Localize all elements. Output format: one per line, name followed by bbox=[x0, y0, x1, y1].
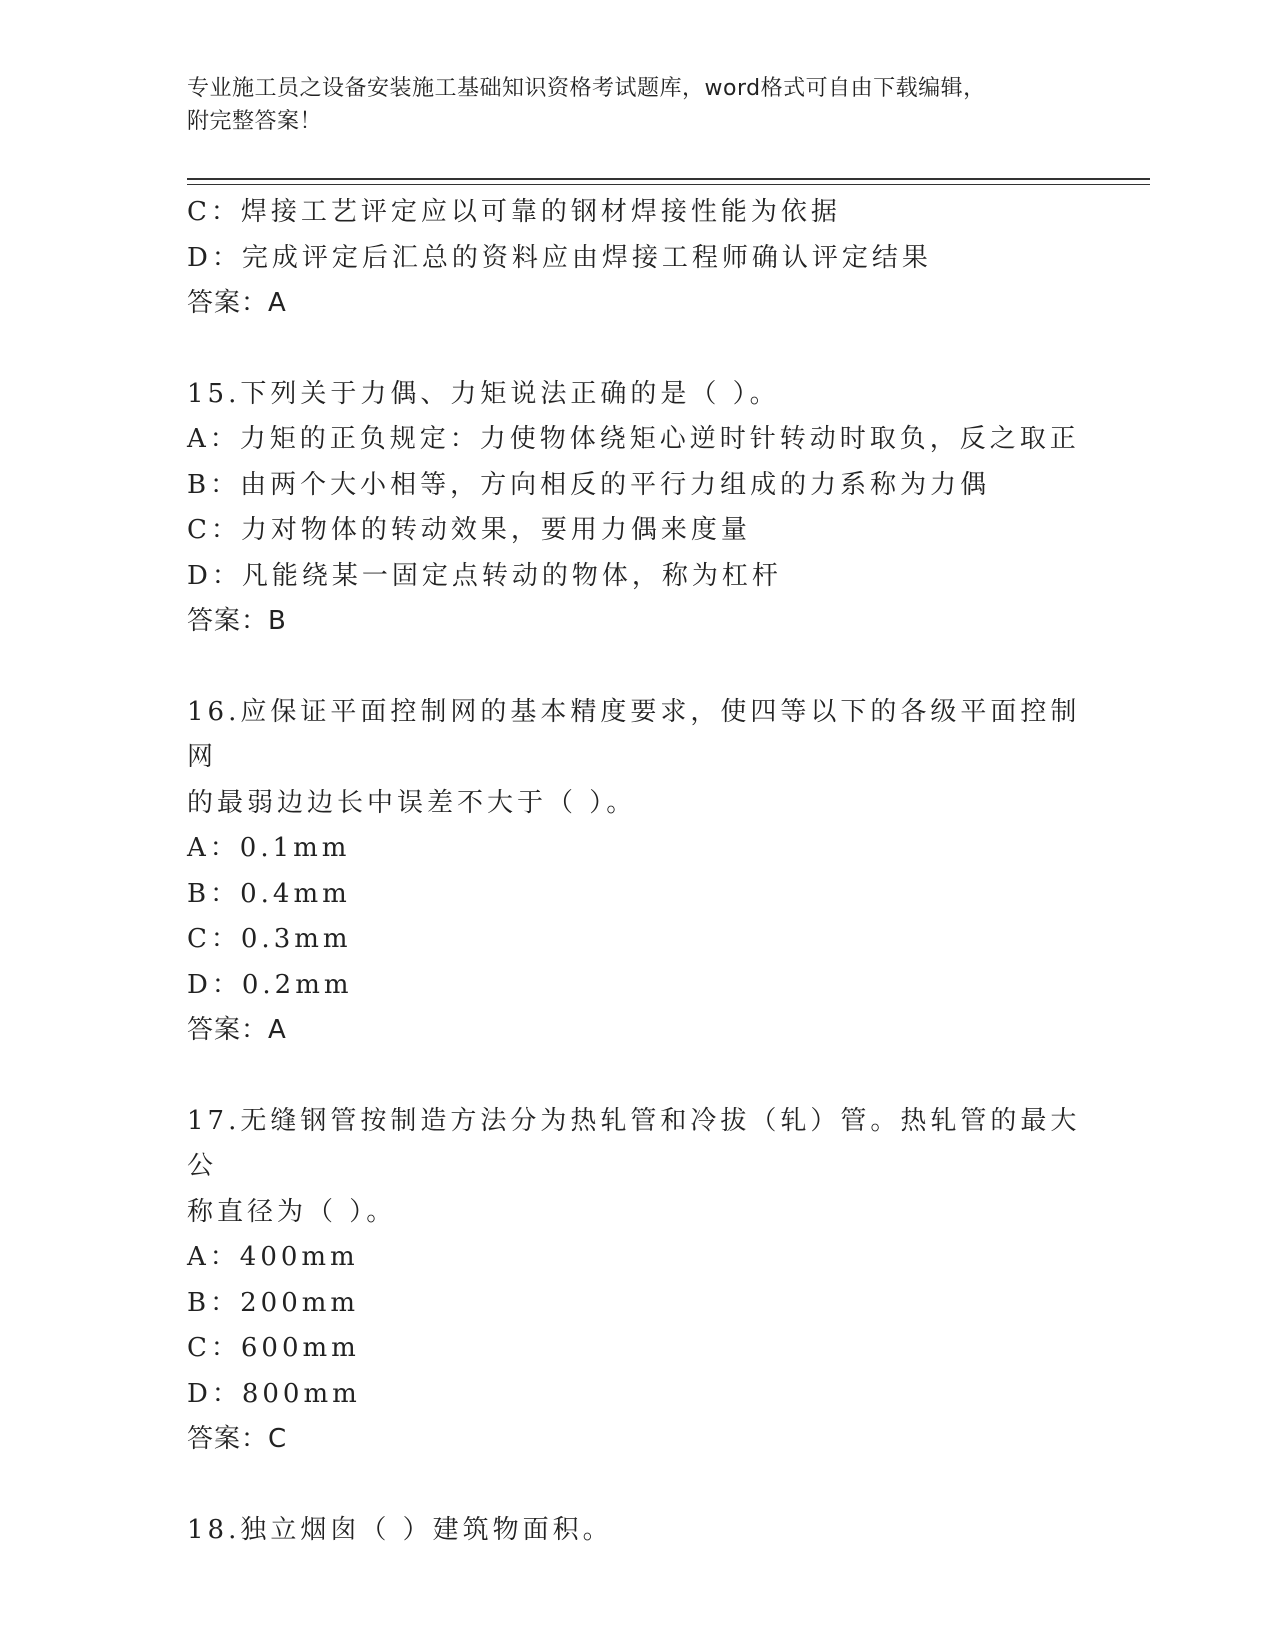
document-header bbox=[187, 72, 1067, 138]
header-divider-thick bbox=[187, 178, 1150, 180]
option-b: B：由两个大小相等，方向相反的平行力组成的力系称为力偶 bbox=[187, 469, 991, 500]
question-text-line-1: 17.无缝钢管按制造方法分为热轧管和冷拔（轧）管。热轧管的最大公 bbox=[187, 1105, 1081, 1181]
question-18 bbox=[187, 1508, 1087, 1554]
answer: 答案：A bbox=[187, 288, 287, 318]
option-a: A：400mm bbox=[187, 1242, 359, 1272]
question-text: 18.独立烟囱（ ）建筑物面积。 bbox=[187, 1514, 613, 1545]
option-d: D：完成评定后汇总的资料应由焊接工程师确认评定结果 bbox=[187, 242, 932, 273]
question-text-line-2: 称直径为（ ）。 bbox=[187, 1196, 397, 1227]
option-d: D：0.2mm bbox=[187, 969, 353, 1000]
question-16 bbox=[187, 690, 1087, 1054]
option-c: C：0.3mm bbox=[187, 924, 352, 954]
question-list bbox=[187, 190, 1087, 1553]
option-b: B：200mm bbox=[187, 1287, 360, 1318]
question-17 bbox=[187, 1099, 1087, 1463]
answer: 答案：C bbox=[187, 1424, 288, 1454]
question-text: 15.下列关于力偶、力矩说法正确的是（ ）。 bbox=[187, 378, 780, 409]
question-15 bbox=[187, 372, 1087, 645]
option-a: A：0.1mm bbox=[187, 833, 351, 863]
option-a: A：力矩的正负规定：力使物体绕矩心逆时针转动时取负，反之取正 bbox=[187, 424, 1080, 454]
option-c: C：焊接工艺评定应以可靠的钢材焊接性能为依据 bbox=[187, 197, 841, 227]
question-14-continued bbox=[187, 190, 1087, 327]
header-divider-thin bbox=[187, 184, 1150, 185]
option-c: C：600mm bbox=[187, 1333, 360, 1363]
option-c: C：力对物体的转动效果，要用力偶来度量 bbox=[187, 515, 751, 545]
option-d: D：凡能绕某一固定点转动的物体，称为杠杆 bbox=[187, 560, 782, 591]
option-d: D：800mm bbox=[187, 1378, 361, 1409]
header-line-2: 附完整答案！ bbox=[187, 109, 323, 134]
question-text-line-2: 的最弱边边长中误差不大于（ ）。 bbox=[187, 787, 637, 818]
question-text-line-1: 16.应保证平面控制网的基本精度要求，使四等以下的各级平面控制网 bbox=[187, 696, 1081, 772]
header-line-1: 专业施工员之设备安装施工基础知识资格考试题库，word格式可自由下载编辑， bbox=[187, 76, 986, 101]
answer: 答案：B bbox=[187, 606, 287, 636]
answer: 答案：A bbox=[187, 1015, 287, 1045]
option-b: B：0.4mm bbox=[187, 878, 351, 909]
